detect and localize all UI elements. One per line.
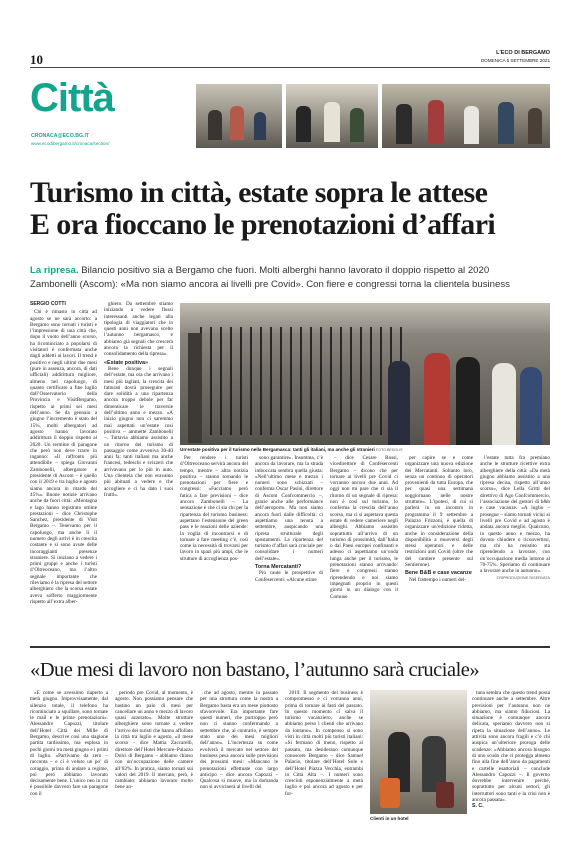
section-title: Città — [30, 76, 114, 120]
main-photo — [180, 303, 550, 445]
summary-line2: Zambonelli (Ascom): «Ma non siamo ancora ai livelli pre Covid». Con fiere e congressi torna la clientela business — [30, 279, 510, 290]
main-col-6-subhead: Bene B&B e case vacanze — [405, 570, 472, 577]
second-col-5-credit: S. C. — [472, 803, 484, 810]
kicker: La ripresa. — [30, 265, 79, 276]
second-col-3-text: che ad agosto, mentre in passato per una struttura come la nostra a Bergamo basta era un mese piuttosto sfavorevole. Era importante fare questi numeri, che purtroppo però non ci stanno confermando a settembre che, al contrario, è sempre stato uno dei mesi migliori dell’anno». L’incertezza su come evolverà il mercato nel settore del business pesa ancora sulle previsioni dei prossimi mesi: «Mancano le prenotazioni effettuate con largo anticipo – dice ancora Capozzi – Qualcosa si muove, ma la domanda non si avvicinerà ai livelli del — [200, 690, 278, 791]
section-email[interactable]: CRONACA@ECO.BG.IT — [31, 133, 90, 139]
main-col-5-text: – dice Cesare Rossi, vicedirettore di Confesercenti Bergamo – dicono che per tornare ai livelli pre Covid ci vorranno ancora due anni. Ad oggi non mi pare che ci sia il ritorno di un segnale di ripresa: non è così sul turismo, lo conferma la crescita dell’anno scorso, ma ci si aspettava questa estate di vedere cameriere negli alberghi. Abbiamo assistito soprattutto all’arrivo di un turismo di prossimità, dall’Italia o dai Paesi europei confinanti e adesso ci aspettiamo un’onda lunga anche per il turismo, le prenotazioni stanno arrivando: fiere e congressi stanno riprendendo e noi siamo impegnati proprio in questi giorni in un dialogo con il Comune — [330, 455, 398, 600]
main-col-7 — [480, 455, 550, 638]
second-col-4-text: 2019. Il segmento del business è compromesso e ci vorranno anni, prima di tornare ai fasti del passato. In questo momento ci salva il turismo vacanziero, anche se abbiamo perso i clienti che arrivano da lontano». In compenso si sono visti in città molti più turisti italiani: «Si fermano di meno, rispetto al passato, ma desiderano comunque conoscere Bergamo – dice Samuel Palacio, titolare dell’Hotel Sole e dell’Hotel Piazza Vecchia, entrambi in Città Alta –. I numeri sono cresciuti esponenzialmente a metà luglio e poi ancora ad agosto e per for- — [285, 690, 363, 797]
main-headline-line2: E ora fioccano le prenotazioni d’affari — [30, 208, 496, 241]
section-url[interactable]: www.ecodibergamo.it/cronaca/section/ — [31, 141, 110, 146]
main-col-6-text: per capire se e come organizzare una nuova edizione dei Mercatanti. Soltanto loro, senza un continuo di operatori provenienti da tutta Europa, che per quasi una settimana soggiornano nelle nostre strutture». L’ipotesi, di cui si parlerà in un incontro in programma il 9 settembre a Palazzo Frizzoni, è quella di organizzare un’edizione ridotta, anche in considerazione della disponibilità a muoversi degli stessi operatori e delle restrizioni anti Covid (oltre che del cantiere presente sul Sentierone). — [405, 455, 473, 569]
second-photo — [370, 690, 467, 814]
main-col-5 — [330, 455, 398, 638]
article-divider — [30, 646, 550, 648]
newspaper-name: L'ECO DI BERGAMO — [496, 50, 550, 56]
masthead-photo-2 — [286, 84, 378, 148]
second-col-5-text: tuna sembra che questo trend possa continuare anche a settembre. Altre previsioni per l’autunno non ne abbiamo, ma siamo fiduciosi. La situazione è comunque ancora delicata, speriamo davvero non si ripeta la situazione dell’anno». Le attività sono ancora fragili e c’è chi auspica un’ulteriore proroga delle scadenze: «Abbiamo ancora bisogno di uno scudo che ci protegga almeno fino alla fine dell’anno da pagamenti e cartelle esattoriali – conclude Alessandro Capozzi –. Il governo dovrebbe intervenire perché, soprattutto per alcuni settori, gli interruttori sono tanti e la crisi non è ancora passata». — [472, 690, 550, 804]
main-col-2-text-a: ghiero. Da settembre stiamo iniziando a vedere flussi interessanti anche legati alla tipologia di viaggiatori che in questi anni non avevano scelto l’autunno bergamasco, e abbiamo già segnali che crescerà ancora la richiesta per il consolidamento della ripresa». — [104, 301, 173, 358]
summary-text-1: Bilancio positivo sia a Bergamo che fuori. Molti alberghi hanno lavorato il doppio rispetto al 2020 — [78, 265, 490, 276]
masthead-photo-3 — [382, 84, 550, 148]
main-col-3-text: Per rendere i turisti d’Oltreoceano servirà ancora del tempo, mentre – altra notizia positiva – stanno tornando le prenotazioni per fiere e congressi: «Facciamo però fatica a fare previsioni – dice ancora Zambonelli –. La sensazione è che ci sia chi per la ripartenza del turismo business: aspettano l’estensione del green pass e le reazioni delle aziende: la voglia di incontrarsi e di tornare a fare meeting c’è, così come la necessità di trovarsi per lavoro in spazi più ampi, che le strutture di accoglienza pos- — [180, 455, 248, 562]
second-col-5 — [472, 690, 550, 826]
main-photo-credit: FOTO BEDOLIS — [376, 448, 403, 452]
main-col-4 — [255, 455, 323, 638]
main-col-1 — [30, 301, 97, 638]
main-headline-line1: Turismo in città, estate sopra le attese — [30, 176, 488, 209]
main-col-3 — [180, 455, 248, 638]
main-col-2-subhead: «Estate positiva» — [104, 359, 149, 366]
main-col-1-text: Chi è rimasto in città ad agosto se ne sarà accorto: a Bergamo sono tornati i turisti e l’impressione di una città che, dopo il vuoto dell’anno scorso, ha ricominciato a popolarsi di visitatori è confermata anche dagli addetti ai lavori. Il trend è positivo e negli ultimi due mesi (pure in assenza, ancora, di dati ufficiali) addirittura migliore, almeno nel capoluogo, di quanto certificato a fine luglio dall’Osservatorio della Provincia e VisitBergamo, rispetto ai primi sei mesi dell’anno. Se da gennaio a giugno l’incremento è stato del 15%, molti albergatori ad agosto hanno lavorato addirittura il doppio rispetto al 2020. Un termine di paragone che però non deve trarre in inganno: «Il raffronto più attendibile – spiega Giovanni Zambonelli, albergatore e presidente di Ascom – è quello con il 2019 e tra luglio e agosto siamo ancora in ritardo del 45%». Buone notizie arrivano anche da fuori città: «Montagna e lago hanno registrato ottime prestazioni – dice Christophe Sanchez, presidente di Visit Bergamo –. Tenevamo per il capoluogo, ma anche lì il numero degli arrivi è in crescita costante e si sono avute delle incoraggianti presenze straniere. Si iniziano a vedere i primi gruppi e anche i turisti d’Oltreoceano, ma l’altro segnale importante che rileviamo è la ripresa del settore alberghiero che la scorsa estate aveva sofferto maggiormente rispetto all’extra alber- — [30, 309, 97, 605]
main-col-4-text: sono garantire». Insomma, c’è ancora da lavorare, ma la strada imboccata sembra quella giusta: «Nell’ultimo mese e mezzo i numeri sono schizzati – conferma Oscar Pasini, direttore di Ascom Confcommercio –, grazie anche alle performance dell’aeroporto. Ma non siamo ancora fuori dalle difficoltà: ci aspettiamo una tenuta a settembre, auspicando una ripresa strutturale degli spostamenti. La ripartenza del turismo d’affari sarà cruciale per consolidare i numeri dell’estate». — [255, 455, 323, 562]
main-photo-caption-text: Un’estate positiva per il turismo nella Bergamasca: tanti gli italiani, ma anche gli stranieri — [180, 447, 375, 452]
second-headline: «Due mesi di lavoro non bastano, l’autunno sarà cruciale» — [30, 659, 480, 681]
main-col-7-text: l’estate tutta fra premiano anche le strutture ricettive extra alberghiere della città: «Da metà giugno abbiamo assistito a una ripresa decisa, rispetto all’anno scorso», dice Lella Gritti del direttivo di Ago Confcommercio, l’associazione dei gestori di b&b e case vacanze. «A luglio – prosegue – siamo tornati vicini ai livelli pre Covid e ad agosto è andata ancora meglio. Qualcuno, in questo anno e mezzo, ha dovuto chiudere o riconvertirsi, ma chi ha resistito sta riprendendo a lavorare, con un’occupazione media intorno al 70-75%. Speriamo di continuare a lavorare anche in autunno». — [480, 455, 550, 575]
second-col-1-text: «È come se avessimo riaperto a metà giugno. Improvvisamente, dal silenzio totale, il telefono ha ricominciato a squillare, sono tornate le mail e le prime prenotazioni». Alessandro Capozzi, titolare dell’Hotel Città dei Mille di Bergamo, descrive così una stagione partita tardissimo, ma esplosa in pochi giorni tra metà giugno e i primi di luglio. «Partivamo da zero – racconta – e ci è voluto un po’ di coraggio, prima di andare a regime, poi però abbiamo lavorato decisamente bene. L’unico neo in cui è possibile davvero fare un paragone con il — [30, 690, 108, 797]
main-col-2-text-b: Bene dunque i segnali dell’estate, ma ora che arrivano i mesi più tagliati, la crescita dei fatturati dovrà proseguire per dare solidità a una ripartenza ancora troppo debole per far dimenticare le traversie dell’ultimo anno e mezzo. «A inizio giugno non ci saremmo mai aspettati un’estate così positiva – ammette Zambonelli –. Tuttavia abbiamo assistito a un ritorno del turismo di passaggio come avveniva 30-40 anni fa: tanti italiani ma anche francesi, tedeschi e svizzeri che arrivavano per lo più in auto. Una clientela che non eravamo più abituati a vedere e che accogliere e ci ha dato i suoi frutti». — [104, 365, 173, 498]
summary-line1 — [30, 265, 552, 277]
second-photo-caption: Clienti in un hotel — [370, 816, 409, 821]
second-col-4 — [285, 690, 363, 820]
main-col-6-text-b: Nel frattempo i numeri del- — [409, 576, 467, 583]
masthead-photo-1 — [196, 84, 282, 148]
main-col-6 — [405, 455, 473, 638]
masthead-rule — [30, 67, 550, 68]
second-col-1 — [30, 690, 108, 820]
main-col-7-credit: ©RIPRODUZIONE RISERVATA — [496, 575, 550, 580]
main-col-2 — [104, 301, 173, 638]
second-col-2 — [115, 690, 193, 820]
main-col-4-subhead: Torna Mercatanti? — [255, 564, 302, 571]
page-number: 10 — [30, 52, 43, 67]
main-photo-caption — [180, 447, 550, 452]
byline: SERGIO COTTI — [30, 301, 66, 307]
second-col-2-text: periodo pre Covid, al momento, è agosto. Non possiamo pensare che bastino un paio di mesi per cancellare un anno e mezzo di lavoro quasi azzerato». Molte strutture alberghiere sono tornate a vedere l’arrivo dei turisti che hanno affollato la città tra luglio e agosto, «il mese scorso – dice Mattia Zaccarelli, direttore dell’Hotel Mercure–Palazzo Dolci di Bergamo – abbiamo chiuso con un’occupazione delle camere all’82%. In pratica, siamo tornati sui valori del 2019. Il mercato, però, è cambiato: abbiamo lavorato molto bene an- — [115, 690, 193, 791]
main-col-4-text-b: Più caute le prospettive di Confesercenti: «Alcune stime — [255, 570, 323, 583]
issue-date: DOMENICA 5 SETTEMBRE 2021 — [480, 58, 550, 63]
second-col-3 — [200, 690, 278, 820]
